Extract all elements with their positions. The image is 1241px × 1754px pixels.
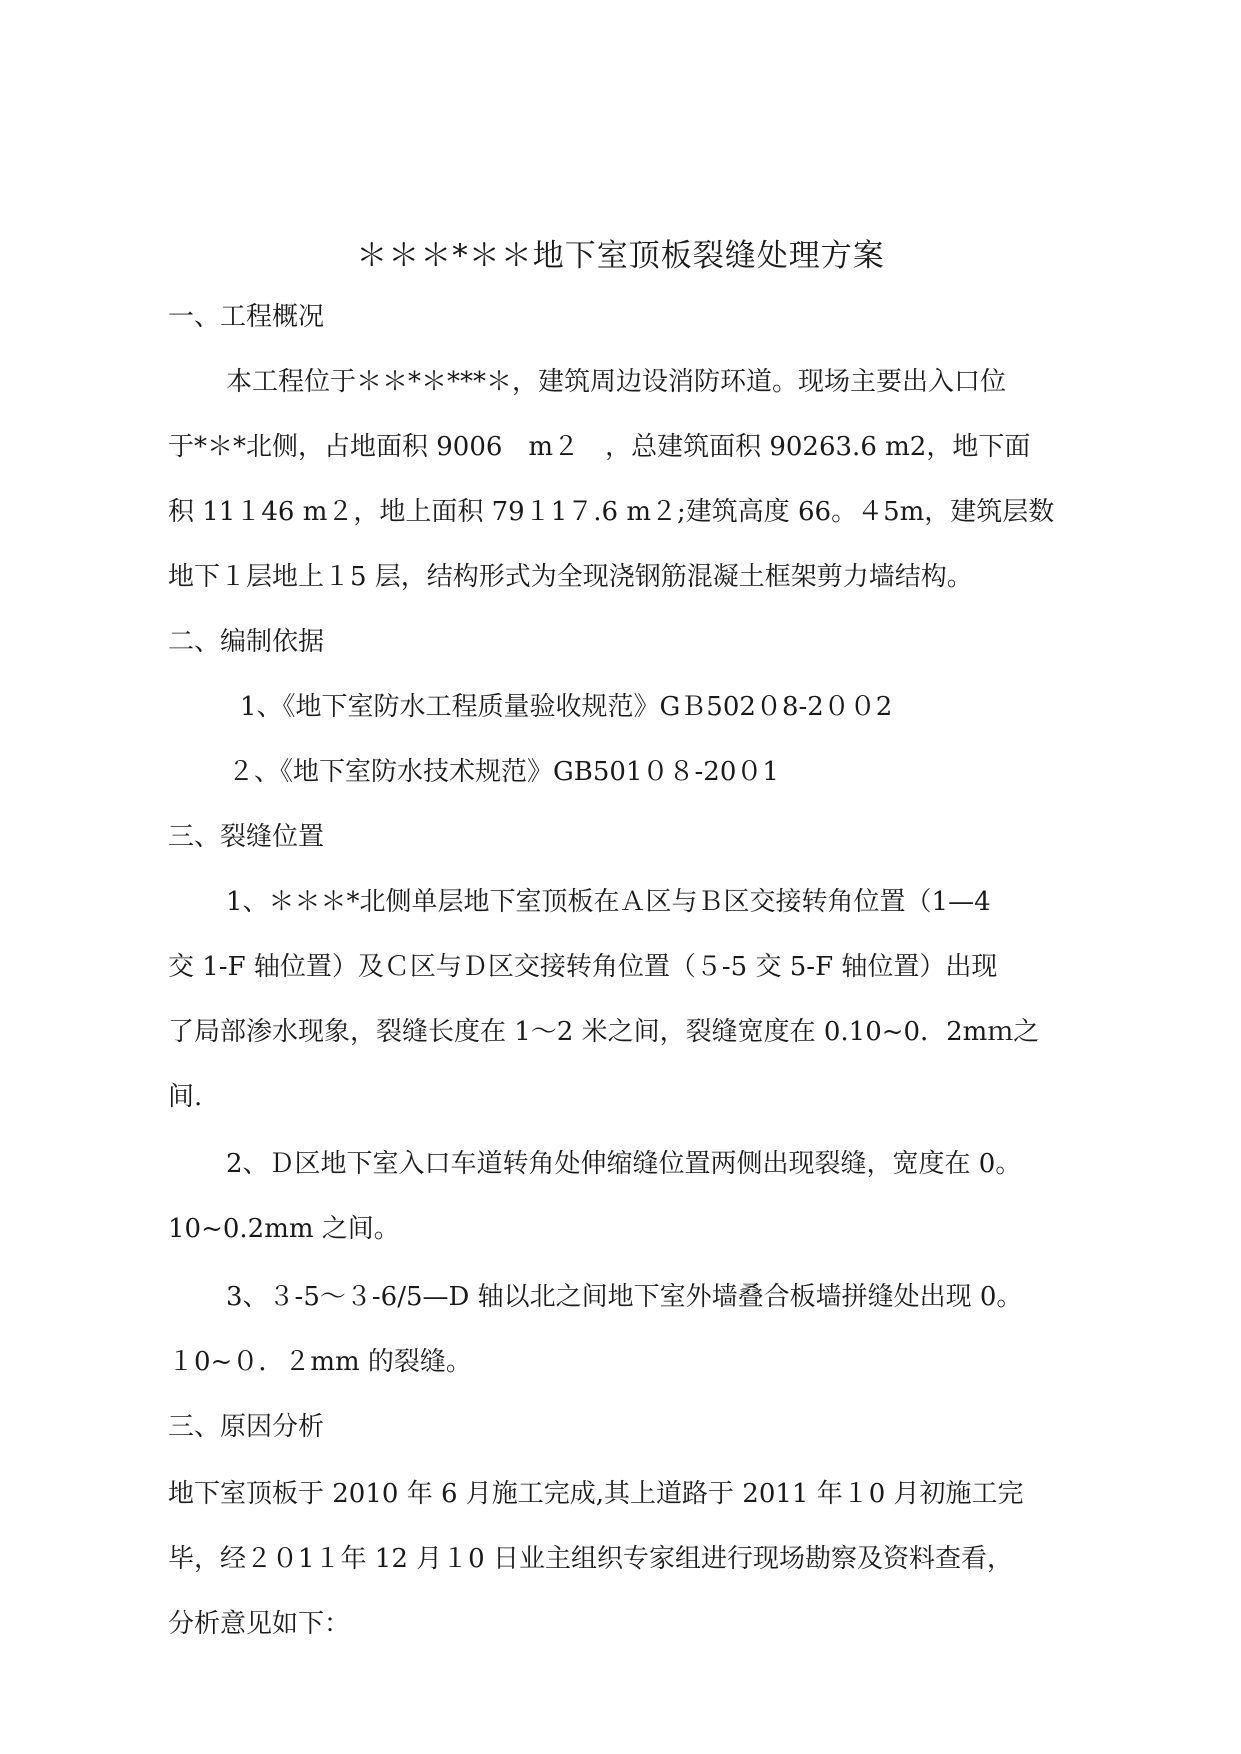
paragraph-line: 本工程位于＊＊*＊***＊，建筑周边设消防环道。现场主要出入口位: [226, 367, 1007, 397]
paragraph-line: 2、Ｄ区地下室入口车道转角处伸缩缝位置两侧出现裂缝，宽度在 0。: [226, 1149, 1022, 1179]
paragraph-line: 地下１层地上１5 层，结构形式为全现浇钢筋混凝土框架剪力墙结构。: [168, 562, 973, 592]
paragraph-line: 3、３-5～３-6/5—D 轴以北之间地下室外墙叠合板墙拼缝处出现 0。: [226, 1282, 1023, 1312]
paragraph-line: 10~0.2mm 之间。: [168, 1214, 400, 1244]
paragraph-line: 了局部渗水现象，裂缝长度在 1～2 米之间，裂缝宽度在 0.10~0．2mｍ之: [168, 1017, 1040, 1047]
list-item: ２、《地下室防水技术规范》GB501０８-20０1: [228, 757, 779, 787]
section-heading-overview: 一、工程概况: [168, 302, 325, 332]
paragraph-line: 积 11１46 m２，地上面积 79１1７.6 m２;建筑高度 66。４5m，建筑层数: [168, 497, 1055, 527]
paragraph-line: 1、＊＊＊*北侧单层地下室顶板在Ａ区与Ｂ区交接转角位置（1—4: [226, 887, 991, 917]
paragraph-line: 于*＊*北侧，占地面积 9006 m２ ，总建筑面积 90263.6 m2，地下面: [168, 432, 1031, 462]
paragraph-line: 间.: [168, 1082, 203, 1112]
section-heading-cause-analysis: 三、原因分析: [168, 1412, 325, 1442]
list-item: 1、《地下室防水工程质量验收规范》GＢ502０8-2００2: [240, 692, 893, 722]
paragraph-line: １0~０．２mm 的裂缝。: [168, 1347, 472, 1377]
paragraph-line: 毕，经２０1１年 12 月１0 日业主组织专家组进行现场勘察及资料查看，: [168, 1544, 1013, 1574]
paragraph-line: 分析意见如下：: [168, 1609, 351, 1639]
section-heading-basis: 二、编制依据: [168, 627, 325, 657]
paragraph-line: 交 1-F 轴位置）及Ｃ区与Ｄ区交接转角位置（５-5 交 5-F 轴位置）出现: [168, 952, 998, 982]
section-heading-crack-location: 三、裂缝位置: [168, 822, 325, 852]
paragraph-line: 地下室顶板于 2010 年 6 月施工完成,其上道路于 2011 年１0 月初施工完: [168, 1479, 1024, 1509]
document-title: ＊＊＊*＊＊地下室顶板裂缝处理方案: [356, 238, 885, 274]
